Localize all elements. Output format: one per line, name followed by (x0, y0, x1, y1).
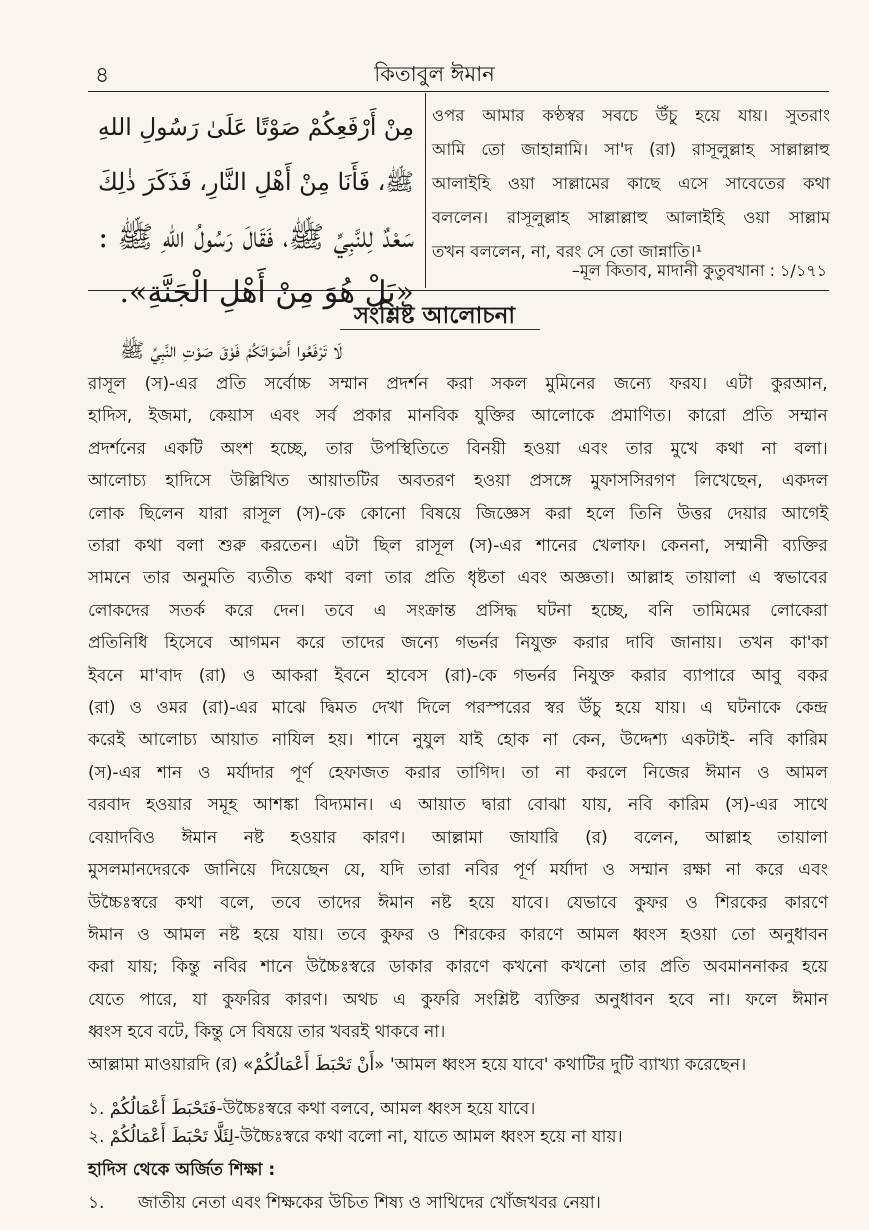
quran-verse: لَا تَرْفَعُوا أَصْوَاتَكُمْ فَوْقَ صَوْتِ النَّبِيِّ ﷺ (120, 338, 343, 362)
lesson-text: জাতীয় নেতা এবং শিক্ষকের উচিত শিষ্য ও সাথিদের খোঁজখবর নেয়া। (138, 1193, 601, 1213)
discussion-line: তারা কথা বলা শুরু করতেন। এটা ছিল রাসূল (স)-এর শানের খেলাফ। কেননা, সম্মানী ব্যক্তির (88, 536, 828, 557)
arabic-line: ﷺ، فَأَنَا مِنْ أَهْلِ النَّارِ، فَذَكَرَ ذٰلِكَ (97, 168, 414, 196)
discussion-line: প্রদর্শনের একটি অংশ হচ্ছে, তার উপস্থিতিতে বিনয়ী হওয়া এবং তার মুখে কথা না বলা। (88, 438, 828, 459)
discussion-line: ইবনে মা'বাদ (রা) ও আকরা ইবনে হাবেস (রা)-কে গভর্নর নিযুক্ত করার ব্যাপারে আবু বকর (88, 665, 829, 686)
discussion-line: বেয়াদবিও ঈমান নষ্ট হওয়ার কারণ। আল্লামা জাযারি (র) বলেন, আল্লাহ তায়ালা (88, 827, 828, 848)
discussion-line: হাদিস, ইজমা, কেয়াস এবং সর্ব প্রকার মানবিক যুক্তির আলোকে প্রমাণিত। কারো প্রতি সম্মান (88, 406, 828, 427)
section-heading: সংশ্লিষ্ট আলোচনা (353, 303, 516, 329)
translation-line: আলাইহি ওয়া সাল্লামের কাছে এসে সাবেতের কথা (432, 174, 831, 193)
mawardi-text-before: আল্লামা মাওয়ারদি (র) « (88, 1055, 254, 1075)
explanation-item (88, 1124, 833, 1152)
discussion-line: বরবাদ হওয়ার সমূহ আশঙ্কা বিদ্যমান। এ আয়াত দ্বারা বোঝা যায়, নবি কারিম (স)-এর সাথে (88, 795, 828, 816)
mawardi-arabic: أَنْ تَحْبَطَ أَعْمَالُكُمْ (253, 1055, 375, 1075)
explanation-number: ১. (88, 1099, 105, 1119)
section-rule (88, 290, 829, 291)
discussion-line: মুসলমানদেরকে জানিয়ে দিয়েছেন যে, যদি তারা নবির পূর্ণ মর্যাদা ও সম্মান রক্ষা না করে এবং (88, 860, 828, 881)
discussion-line: করা যায়; কিন্তু নবির শানে উচ্চৈঃস্বরে ডাকার কারণে কখনো কখনো তার প্রতি অবমাননাকর হয়ে (88, 957, 828, 978)
hadith-arabic-text (96, 100, 414, 320)
translation-line: তখন বললেন, না, বরং সে তো জান্নাতি।¹ (432, 242, 703, 261)
discussion-line: প্রতিনিধি হিসেবে আগমন করে তাদের জন্যে গভর্নর নিযুক্ত করার দাবি জানায়। তখন কা'কা (88, 633, 829, 654)
explanation-text: -উচ্চৈঃস্বরে কথা বলবে, আমল ধ্বংস হয়ে যাবে। (216, 1099, 536, 1119)
running-title: কিতাবুল ঈমান (374, 62, 495, 86)
discussion-line: আলোচ্য হাদিসে উল্লিখিত আয়াতটির অবতরণ হওয়া প্রসঙ্গে মুফাসসিরগণ লিখেছেন, একদল (88, 471, 829, 492)
explanation-text: -উচ্চৈঃস্বরে কথা বলো না, যাতে আমল ধ্বংস হয়ে না যায়। (233, 1127, 623, 1147)
explanation-item (88, 1096, 833, 1124)
translation-line: ওপর আমার কণ্ঠস্বর সবচে উঁচু হয়ে যায়। সুতরাং (432, 106, 831, 125)
discussion-line: লোকদের সতর্ক করে দেন। তবে এ সংক্রান্ত প্রসিদ্ধ ঘটনা হচ্ছে, বনি তামিমের লোকেরা (88, 600, 828, 621)
lesson-number: ১. (88, 1193, 105, 1213)
translation-line: আমি তো জাহান্নামি। সা'দ (রা) রাসূলুল্লাহ সাল্লাল্লাহু (432, 140, 830, 159)
discussion-line: রাসূল (স)-এর প্রতি সর্বোচ্চ সম্মান প্রদর্শন করা সকল মুমিনের জন্যে ফরয। এটা কুরআন, (88, 374, 828, 394)
discussion-line: (রা) ও ওমর (রা)-এর মাঝে দ্বিমত দেখা দিলে পরস্পরের স্বর উঁচু হয়ে যায়। এ ঘটনাকে কেন্দ্র (88, 698, 828, 719)
source-citation: –মূল কিতাব, মাদানী কুতুবখানা : ১/১৭১ (571, 261, 827, 280)
page-number: ৪ (95, 63, 110, 88)
discussion-line: (স)-এর শান ও মর্যাদার পূর্ণ হেফাজত করার তাগিদ। তা না করলে নিজের ঈমান ও আমল (88, 762, 828, 783)
arabic-line: سَعْدٌ لِلنَّبِيِّ ﷺ، فَقَالَ رَسُولُ اللهِ ﷺ : (98, 220, 414, 254)
heading-underline (340, 329, 540, 330)
translation-line: বললেন। রাসূলুল্লাহ সাল্লাল্লাহু আলাইহি ওয়া সাল্লাম (432, 208, 831, 227)
discussion-line: লোক ছিলেন যারা রাসূল (স)-কে কোনো বিষয়ে জিজ্ঞেস করা হলে তিনি উত্তর দেয়ার আগেই (88, 503, 829, 524)
discussion-line: যেতে পারে, যা কুফরির কারণ। অথচ এ কুফরি সংশ্লিষ্ট ব্যক্তির অনুধাবন হবে না। ফলে ঈমান (88, 989, 829, 1010)
arabic-line: مِنْ أَرْفَعِكُمْ صَوْتًا عَلَىٰ رَسُولِ اللهِ (97, 113, 414, 141)
arabic-line: «بَلْ هُوَ مِنْ أَهْلِ الْجَنَّةِ». (119, 275, 414, 310)
hadith-translation (432, 99, 832, 269)
header-rule (88, 91, 829, 92)
discussion-line: উচ্চৈঃস্বরে কথা বলে, তবে তাদের ঈমান নষ্ট হয়ে যাবে। যেভাবে কুফর ও শিরকের কারণে (88, 892, 829, 913)
mawardi-text-after: » 'আমল ধ্বংস হয়ে যাবে' কথাটির দুটি ব্যাখ্যা করেছেন। (374, 1055, 747, 1075)
explanation-arabic: لِئَلَّا تَحْبَطَ أَعْمَالُكُمْ (109, 1127, 234, 1147)
lesson-item (88, 1190, 601, 1218)
discussion-line: সামনে তার অনুমতি ব্যতীত কথা বলা তার প্রতি ধৃষ্টতা এবং অজ্ঞতা। আল্লাহ তায়ালা এ স্বভাবের (88, 568, 828, 589)
lessons-heading: হাদিস থেকে অর্জিত শিক্ষা : (88, 1160, 276, 1180)
discussion-line: করেই আলোচ্য আয়াত নাযিল হয়। শানে নুযুল যাই হোক না কেন, উদ্দেশ্য একটাই- নবি কারিম (88, 730, 828, 751)
mawardi-line (88, 1052, 833, 1080)
column-divider (425, 93, 426, 288)
explanation-number: ২. (88, 1127, 105, 1147)
discussion-body (88, 368, 828, 1049)
discussion-line: ধ্বংস হবে বটে, কিন্তু সে বিষয়ে তার খবরই থাকবে না। (88, 1022, 446, 1043)
explanation-arabic: فَتَحْبَطَ أَعْمَالُكُمْ (109, 1099, 217, 1119)
discussion-line: ঈমান ও আমল নষ্ট হয়ে যায়। তবে কুফর ও শিরকের কারণে আমল ধ্বংস হওয়া তো অনুধাবন (88, 924, 828, 945)
